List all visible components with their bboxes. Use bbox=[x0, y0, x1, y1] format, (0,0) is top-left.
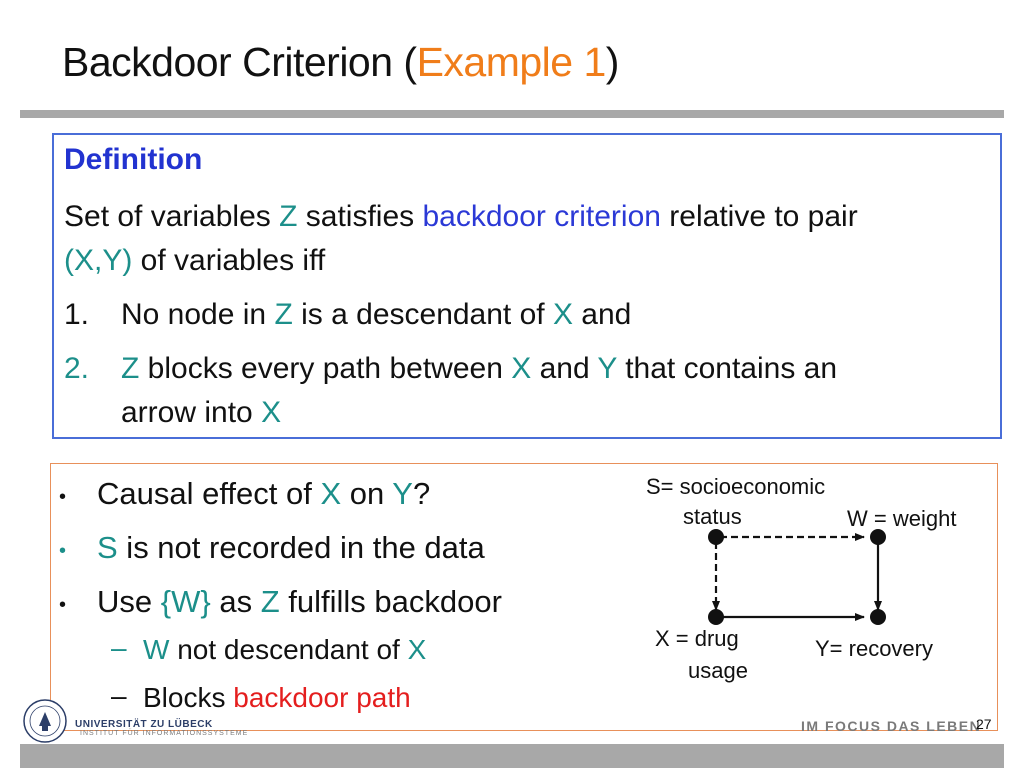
var-pair: (X,Y) bbox=[64, 244, 133, 277]
footer-bar bbox=[20, 744, 1004, 768]
text: is a descendant of bbox=[292, 298, 553, 331]
definition-item-1 bbox=[121, 293, 631, 337]
text: on bbox=[341, 476, 393, 511]
term-backdoor-path: backdoor path bbox=[233, 682, 411, 713]
item-number-1: 1. bbox=[64, 298, 90, 331]
definition-item-2 bbox=[121, 347, 837, 391]
var-w: W bbox=[143, 634, 170, 665]
causal-graph bbox=[600, 464, 996, 730]
var-z: Z bbox=[260, 584, 280, 619]
causal-diagram bbox=[600, 464, 996, 730]
term-backdoor-criterion: backdoor criterion bbox=[422, 200, 661, 233]
label-x-line2: usage bbox=[688, 658, 748, 683]
var-z: Z bbox=[279, 200, 298, 233]
text: relative to pair bbox=[660, 200, 858, 233]
definition-heading: Definition bbox=[64, 143, 203, 176]
var-z: Z bbox=[121, 352, 140, 385]
text: that contains an bbox=[616, 352, 838, 385]
title-text: Backdoor Criterion ( bbox=[62, 39, 417, 85]
label-w: W = weight bbox=[847, 506, 957, 531]
title-close: ) bbox=[605, 39, 619, 85]
label-y: Y= recovery bbox=[815, 636, 933, 661]
item-number-2: 2. bbox=[64, 352, 90, 385]
bullet-use-w bbox=[97, 582, 502, 622]
text: is not recorded in the data bbox=[117, 530, 485, 565]
var-x: X bbox=[320, 476, 342, 511]
definition-item-2-cont bbox=[121, 391, 281, 435]
node-x bbox=[708, 609, 724, 625]
title-divider bbox=[20, 110, 1004, 118]
page-number: 27 bbox=[976, 716, 992, 732]
sub-bullet-blocks-path bbox=[143, 680, 411, 716]
text: Use bbox=[97, 584, 161, 619]
bullet-causal-effect bbox=[97, 474, 430, 514]
text: Causal effect of bbox=[97, 476, 321, 511]
text: as bbox=[210, 584, 261, 619]
definition-line-2 bbox=[64, 239, 325, 283]
text: blocks every path between bbox=[139, 352, 512, 385]
bullet-marker: • bbox=[59, 594, 67, 616]
text: arrow into bbox=[121, 396, 262, 429]
label-s-line1: S= socioeconomic bbox=[646, 474, 826, 499]
footer-slogan: IM FOCUS DAS LEBEN bbox=[801, 718, 982, 734]
text: fulfills backdoor bbox=[279, 584, 502, 619]
text: Set of variables bbox=[64, 200, 280, 233]
title-example: Example 1 bbox=[416, 39, 606, 85]
node-y bbox=[870, 609, 886, 625]
bullet-s-not-recorded bbox=[97, 528, 485, 568]
var-y: Y bbox=[597, 352, 617, 385]
var-w-set: {W} bbox=[160, 584, 211, 619]
sub-bullet-marker: – bbox=[111, 680, 127, 711]
var-x: X bbox=[407, 634, 427, 665]
definition-line-1 bbox=[64, 195, 858, 239]
text: not descendant of bbox=[169, 634, 408, 665]
institute-name: INSTITUT FÜR INFORMATIONSSYSTEME bbox=[80, 730, 249, 737]
text: of variables iff bbox=[132, 244, 326, 277]
var-x: X bbox=[511, 352, 532, 385]
var-z: Z bbox=[274, 298, 293, 331]
text: No node in bbox=[121, 298, 275, 331]
university-name: UNIVERSITÄT ZU LÜBECK bbox=[75, 719, 213, 730]
text: ? bbox=[412, 476, 431, 511]
definition-box bbox=[52, 133, 1002, 439]
text: Blocks bbox=[143, 682, 234, 713]
label-s-line2: status bbox=[683, 504, 742, 529]
slide-title bbox=[62, 36, 619, 88]
sub-bullet-marker: – bbox=[111, 632, 127, 663]
var-x: X bbox=[552, 298, 573, 331]
var-x: X bbox=[261, 396, 282, 429]
sub-bullet-w-not-descendant bbox=[143, 632, 426, 668]
var-y: Y bbox=[392, 476, 413, 511]
bullet-marker: • bbox=[59, 540, 67, 562]
bullet-marker: • bbox=[59, 486, 67, 508]
university-seal-logo bbox=[22, 698, 68, 744]
node-s bbox=[708, 529, 724, 545]
text: and bbox=[572, 298, 632, 331]
label-x-line1: X = drug bbox=[655, 626, 739, 651]
text: satisfies bbox=[297, 200, 423, 233]
var-s: S bbox=[97, 530, 118, 565]
text: and bbox=[531, 352, 598, 385]
